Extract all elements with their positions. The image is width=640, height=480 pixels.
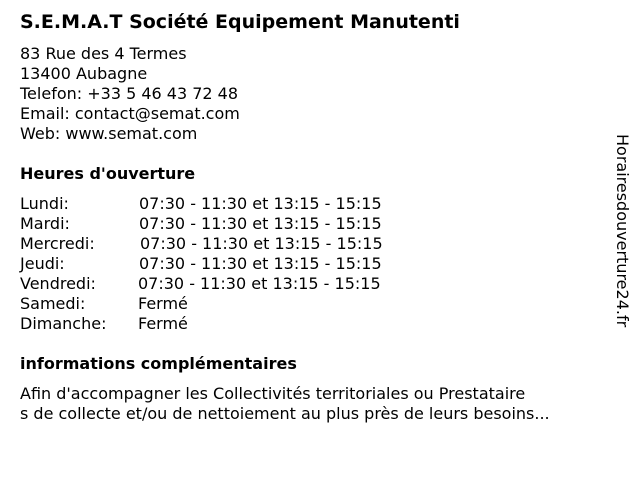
day-label: Lundi: — [20, 194, 69, 213]
phone-number: Telefon: +33 5 46 43 72 48 — [20, 84, 239, 103]
hours-heading: Heures d'ouverture — [20, 164, 196, 183]
time-value: 07:30 - 11:30 et 13:15 - 15:15 — [139, 214, 382, 233]
website: Web: www.semat.com — [20, 124, 198, 143]
day-label: Vendredi: — [20, 274, 96, 293]
description-line: Afin d'accompagner les Collectivités territoriales ou Prestataire — [20, 384, 526, 403]
time-value: Fermé — [138, 294, 188, 313]
site-watermark: Horairesdouverture24.fr — [613, 134, 632, 328]
email-address: Email: contact@semat.com — [20, 104, 240, 123]
time-value: 07:30 - 11:30 et 13:15 - 15:15 — [138, 274, 381, 293]
contact-block — [20, 44, 240, 144]
info-heading: informations complémentaires — [20, 354, 297, 373]
info-description — [20, 384, 550, 424]
time-value: 07:30 - 11:30 et 13:15 - 15:15 — [139, 254, 382, 273]
time-value: 07:30 - 11:30 et 13:15 - 15:15 — [140, 234, 383, 253]
time-value: 07:30 - 11:30 et 13:15 - 15:15 — [139, 194, 382, 213]
day-label: Dimanche: — [20, 314, 107, 333]
day-label: Jeudi: — [20, 254, 65, 273]
day-label: Samedi: — [20, 294, 86, 313]
street-address: 83 Rue des 4 Termes — [20, 44, 187, 63]
day-label: Mercredi: — [20, 234, 95, 253]
day-label: Mardi: — [20, 214, 70, 233]
company-name: S.E.M.A.T Société Equipement Manutenti — [20, 11, 460, 33]
city-postcode: 13400 Aubagne — [20, 64, 148, 83]
description-line: s de collecte et/ou de nettoiement au plus près de leurs besoins... — [20, 404, 550, 423]
time-value: Fermé — [138, 314, 188, 333]
